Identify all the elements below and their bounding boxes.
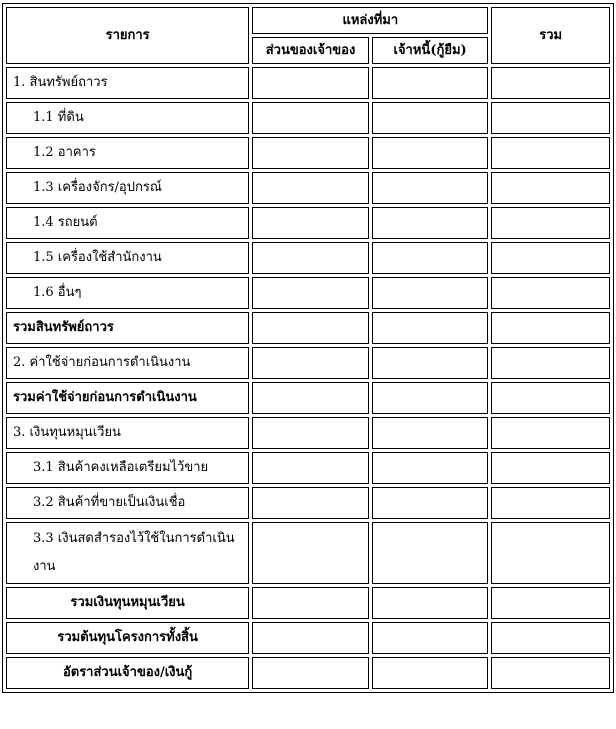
header-row-top <box>6 7 610 34</box>
row-label: 1.1 ที่ดิน <box>6 102 249 134</box>
creditor-loan-cell[interactable] <box>372 382 489 414</box>
creditor-loan-cell[interactable] <box>372 487 489 519</box>
row-label: 3.1 สินค้าคงเหลือเตรียมไว้ขาย <box>6 452 249 484</box>
total-cell[interactable] <box>491 242 610 274</box>
row-label: รวมเงินทุนหมุนเวียน <box>6 587 249 619</box>
total-cell[interactable] <box>491 522 610 584</box>
owner-equity-cell[interactable] <box>252 207 369 239</box>
total-cell[interactable] <box>491 487 610 519</box>
creditor-loan-cell[interactable] <box>372 137 489 169</box>
table-row <box>6 67 610 99</box>
row-label: 1.2 อาคาร <box>6 137 249 169</box>
total-cell[interactable] <box>491 67 610 99</box>
owner-equity-cell[interactable] <box>252 382 369 414</box>
header-source: แหล่งที่มา <box>252 7 488 34</box>
creditor-loan-cell[interactable] <box>372 417 489 449</box>
row-label: 3. เงินทุนหมุนเวียน <box>6 417 249 449</box>
creditor-loan-cell[interactable] <box>372 587 489 619</box>
owner-equity-cell[interactable] <box>252 522 369 584</box>
total-cell[interactable] <box>491 137 610 169</box>
table-row <box>6 347 610 379</box>
creditor-loan-cell[interactable] <box>372 657 489 689</box>
row-label: 1.6 อื่นๆ <box>6 277 249 309</box>
creditor-loan-cell[interactable] <box>372 207 489 239</box>
row-label: 1.4 รถยนต์ <box>6 207 249 239</box>
total-cell[interactable] <box>491 172 610 204</box>
creditor-loan-cell[interactable] <box>372 102 489 134</box>
creditor-loan-cell[interactable] <box>372 452 489 484</box>
table-row <box>6 622 610 654</box>
table-row <box>6 522 610 584</box>
creditor-loan-cell[interactable] <box>372 312 489 344</box>
owner-equity-cell[interactable] <box>252 277 369 309</box>
owner-equity-cell[interactable] <box>252 242 369 274</box>
table-row <box>6 452 610 484</box>
creditor-loan-cell[interactable] <box>372 242 489 274</box>
table-row <box>6 487 610 519</box>
row-label: 3.3 เงินสดสำรองไว้ใช้ในการดำเนินงาน <box>6 522 249 584</box>
owner-equity-cell[interactable] <box>252 417 369 449</box>
table-row <box>6 417 610 449</box>
owner-equity-cell[interactable] <box>252 137 369 169</box>
table-body <box>6 67 610 689</box>
total-cell[interactable] <box>491 417 610 449</box>
total-cell[interactable] <box>491 587 610 619</box>
creditor-loan-cell[interactable] <box>372 622 489 654</box>
owner-equity-cell[interactable] <box>252 657 369 689</box>
owner-equity-cell[interactable] <box>252 587 369 619</box>
row-label: 3.2 สินค้าที่ขายเป็นเงินเชื่อ <box>6 487 249 519</box>
table-row <box>6 587 610 619</box>
investment-cost-table <box>2 3 614 693</box>
table-row <box>6 172 610 204</box>
row-label: 1.3 เครื่องจักร/อุปกรณ์ <box>6 172 249 204</box>
table-row <box>6 207 610 239</box>
total-cell[interactable] <box>491 312 610 344</box>
creditor-loan-cell[interactable] <box>372 277 489 309</box>
creditor-loan-cell[interactable] <box>372 67 489 99</box>
total-cell[interactable] <box>491 452 610 484</box>
total-cell[interactable] <box>491 277 610 309</box>
total-cell[interactable] <box>491 207 610 239</box>
row-label: รวมต้นทุนโครงการทั้งสิ้น <box>6 622 249 654</box>
owner-equity-cell[interactable] <box>252 102 369 134</box>
creditor-loan-cell[interactable] <box>372 522 489 584</box>
total-cell[interactable] <box>491 347 610 379</box>
owner-equity-cell[interactable] <box>252 172 369 204</box>
table-row <box>6 657 610 689</box>
header-owner-equity: ส่วนของเจ้าของ <box>252 37 369 64</box>
table-row <box>6 137 610 169</box>
row-label: รวมสินทรัพย์ถาวร <box>6 312 249 344</box>
table-row <box>6 242 610 274</box>
total-cell[interactable] <box>491 657 610 689</box>
row-label: 1.5 เครื่องใช้สำนักงาน <box>6 242 249 274</box>
header-total: รวม <box>491 7 610 64</box>
owner-equity-cell[interactable] <box>252 487 369 519</box>
owner-equity-cell[interactable] <box>252 347 369 379</box>
header-creditor-loan: เจ้าหนี้(กู้ยืม) <box>372 37 489 64</box>
creditor-loan-cell[interactable] <box>372 347 489 379</box>
creditor-loan-cell[interactable] <box>372 172 489 204</box>
table-row <box>6 102 610 134</box>
row-label: 2. ค่าใช้จ่ายก่อนการดำเนินงาน <box>6 347 249 379</box>
row-label: รวมค่าใช้จ่ายก่อนการดำเนินงาน <box>6 382 249 414</box>
table-row <box>6 382 610 414</box>
owner-equity-cell[interactable] <box>252 312 369 344</box>
table-row <box>6 277 610 309</box>
owner-equity-cell[interactable] <box>252 452 369 484</box>
row-label: 1. สินทรัพย์ถาวร <box>6 67 249 99</box>
table-row <box>6 312 610 344</box>
total-cell[interactable] <box>491 622 610 654</box>
total-cell[interactable] <box>491 382 610 414</box>
owner-equity-cell[interactable] <box>252 622 369 654</box>
header-item: รายการ <box>6 7 249 64</box>
owner-equity-cell[interactable] <box>252 67 369 99</box>
total-cell[interactable] <box>491 102 610 134</box>
row-label: อัตราส่วนเจ้าของ/เงินกู้ <box>6 657 249 689</box>
